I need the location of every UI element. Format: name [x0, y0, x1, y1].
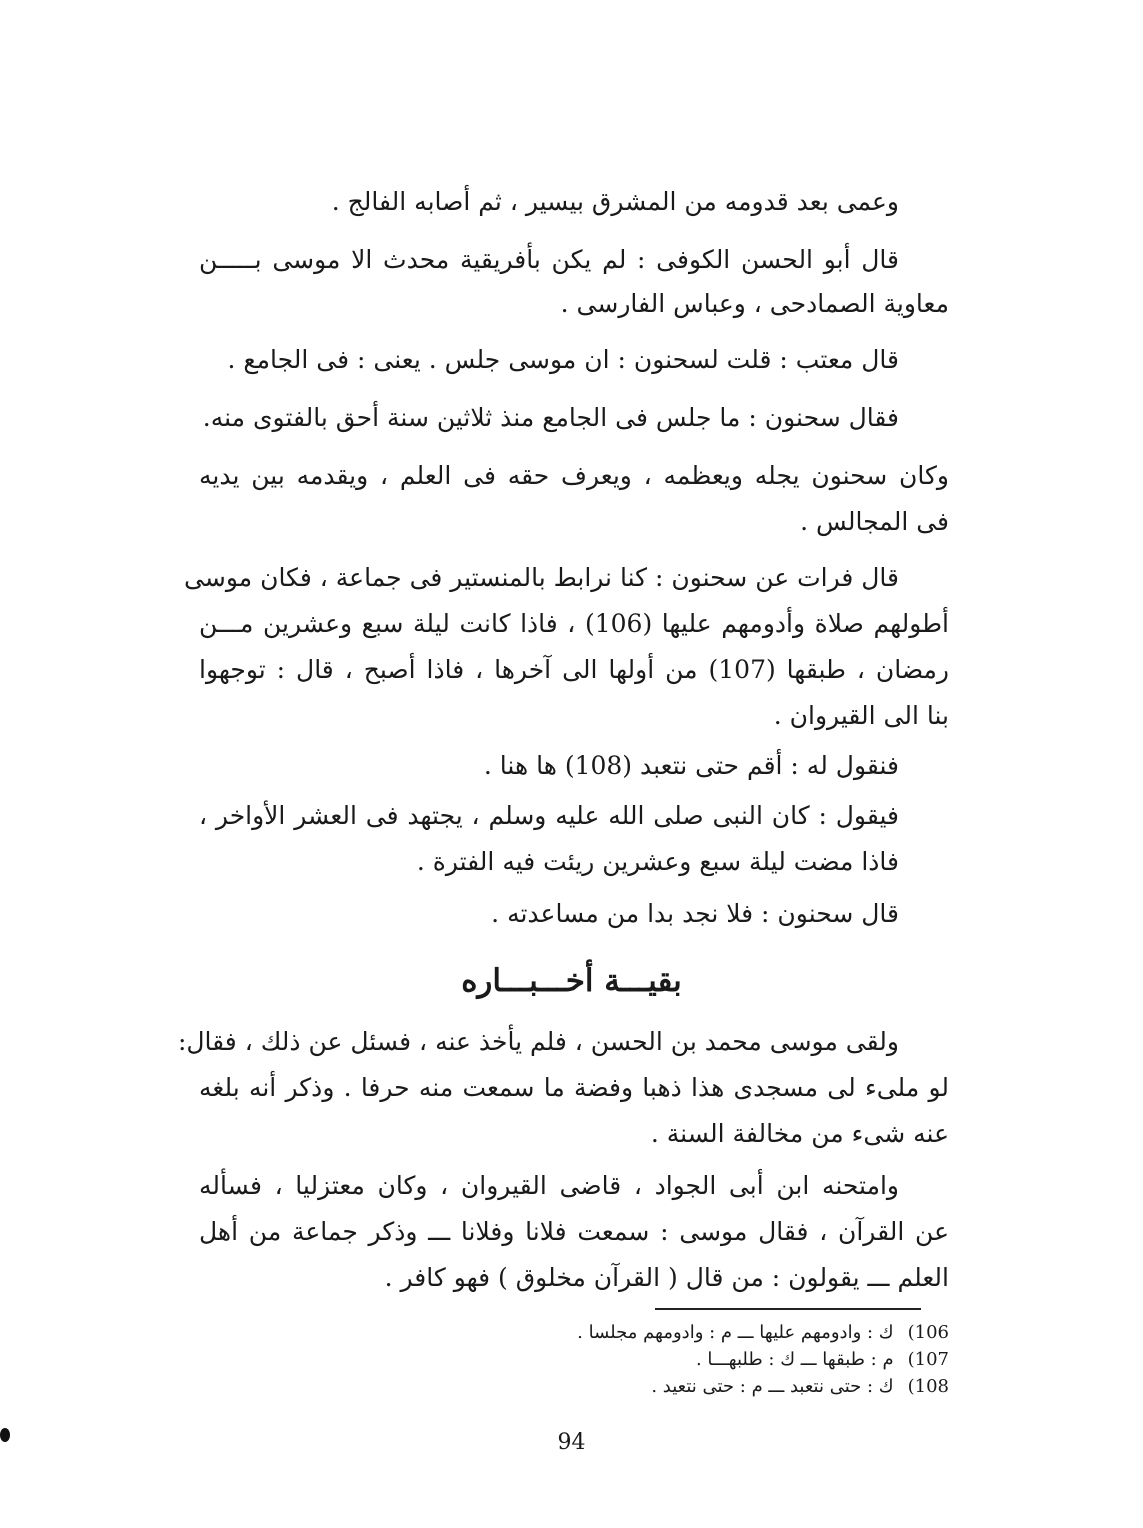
footnote-text: ك : حتى نتعبد ـــ م : حتى نتعيد .	[651, 1376, 894, 1397]
text-line: فقال سحنون : ما جلس فى الجامع منذ ثلاثين سنة أحق بالفتوى منه.	[202, 403, 899, 432]
text-line: فنقول له : أقم حتى نتعبد (108) ها هنا .	[483, 751, 899, 780]
text-line: بنا الى القيروان .	[773, 701, 949, 730]
footnote-number: 106)	[907, 1322, 949, 1343]
text-line: فاذا مضت ليلة سبع وعشرين ريئت فيه الفترة .	[416, 847, 899, 876]
text-line: وعمى بعد قدومه من المشرق بيسير ، ثم أصابه الفالج .	[331, 187, 899, 216]
scan-mark	[0, 1428, 10, 1442]
text-line: لو ملىء لى مسجدى هذا ذهبا وفضة ما سمعت منه حرفا . وذكر أنه بلغه	[199, 1073, 949, 1102]
footnote	[577, 1321, 949, 1345]
text-line: وكان سحنون يجله ويعظمه ، ويعرف حقه فى العلم ، ويقدمه بين يديه	[199, 461, 949, 490]
text-line: قال فرات عن سحنون : كنا نرابط بالمنستير فى جماعة ، فكان موسى	[184, 563, 899, 592]
footnote-text: ك : وادومهم عليها ـــ م : وادومهم مجلسا .	[577, 1322, 894, 1343]
text-line: عنه شىء من مخالفة السنة .	[650, 1119, 949, 1148]
section-heading: بقيـــة أخـــبـــاره	[461, 963, 682, 999]
text-line: وامتحنه ابن أبى الجواد ، قاضى القيروان ، وكان معتزليا ، فسأله	[199, 1171, 899, 1200]
footnote-number: 108)	[907, 1376, 949, 1397]
text-line: قال سحنون : فلا نجد بدا من مساعدته .	[491, 899, 899, 928]
text-line: فيقول : كان النبى صلى الله عليه وسلم ، يجتهد فى العشر الأواخر ،	[199, 801, 899, 830]
text-line: رمضان ، طبقها (107) من أولها الى آخرها ، فاذا أصبح ، قال : توجهوا	[199, 655, 949, 684]
footnote-rule	[655, 1308, 921, 1310]
text-line: عن القرآن ، فقال موسى : سمعت فلانا وفلانا ـــ وذكر جماعة من أهل	[199, 1217, 949, 1246]
text-line: معاوية الصمادحى ، وعباس الفارسى .	[560, 289, 949, 318]
text-line: قال أبو الحسن الكوفى : لم يكن بأفريقية محدث الا موسى بـــــن	[199, 245, 899, 274]
text-line: أطولهم صلاة وأدومهم عليها (106) ، فاذا كانت ليلة سبع وعشرين مـــن	[199, 609, 949, 638]
footnote-text: م : طبقها ـــ ك : طلبهـــا .	[695, 1349, 894, 1370]
footnote	[651, 1375, 949, 1399]
text-line: قال معتب : قلت لسحنون : ان موسى جلس . يعنى : فى الجامع .	[227, 345, 899, 374]
text-line: فى المجالس .	[800, 507, 949, 536]
text-line: العلم ـــ يقولون : من قال ( القرآن مخلوق ) فهو كافر .	[384, 1263, 949, 1292]
footnote	[696, 1348, 949, 1372]
footnote-number: 107)	[907, 1349, 949, 1370]
page-number: 94	[557, 1430, 586, 1455]
text-line: ولقى موسى محمد بن الحسن ، فلم يأخذ عنه ، فسئل عن ذلك ، فقال:	[177, 1027, 899, 1056]
